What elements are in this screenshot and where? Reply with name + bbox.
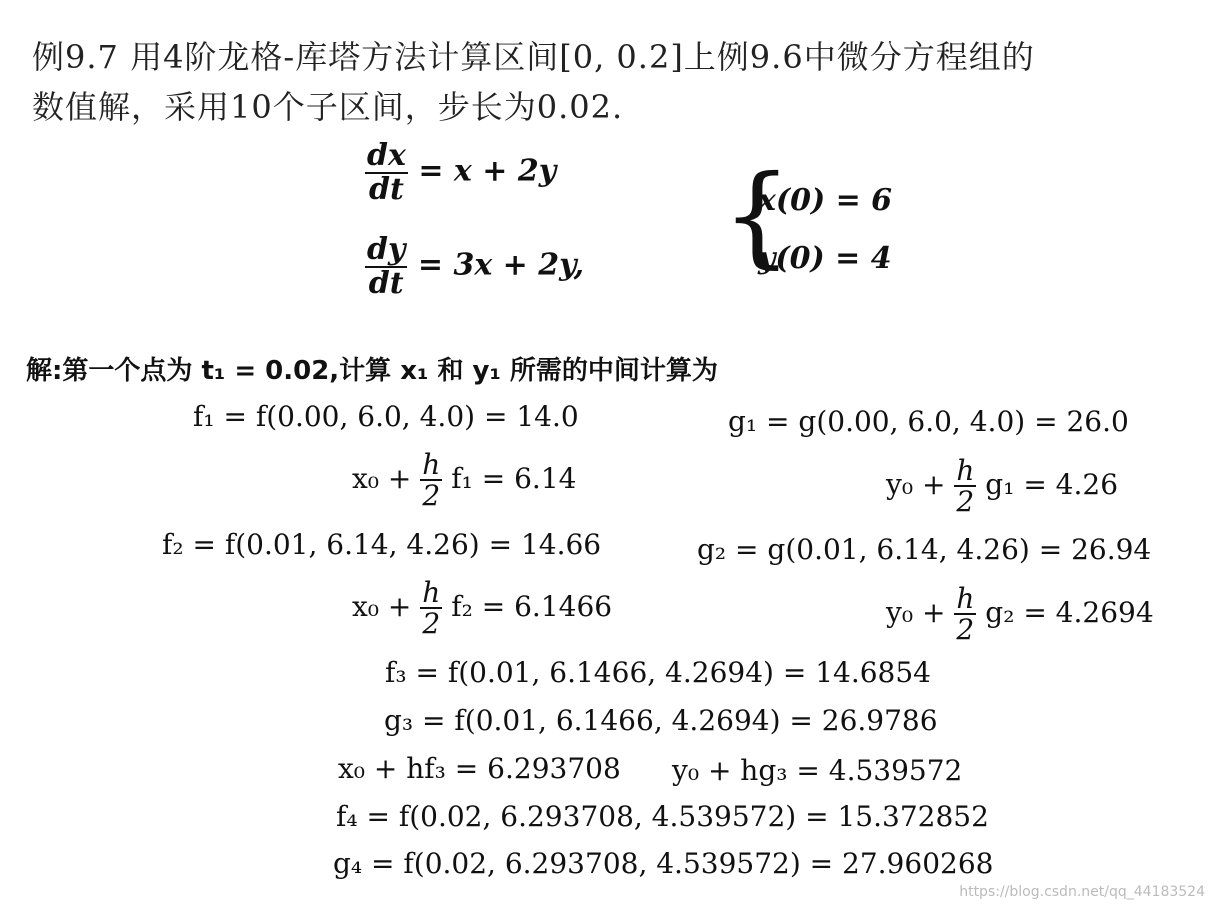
step-x-half-1: x₀ + $\frac{h}{2}$ f₁ = 6.14 [352,448,577,513]
step-y-full: y₀ + hg₃ = 4.539572 [672,754,963,787]
intro-line-2: 数值解，采用10个子区间，步长为0.02. [32,88,624,126]
intro-line-1: 例9.7 用4阶龙格-库塔方法计算区间[0, 0.2]上例9.6中微分方程组的 [32,38,1035,76]
step-f4: f₄ = f(0.02, 6.293708, 4.539572) = 15.372852 [336,800,989,833]
step-g3: g₃ = f(0.01, 6.1466, 4.2694) = 26.9786 [384,704,938,737]
step-g1: g₁ = g(0.00, 6.0, 4.0) = 26.0 [728,405,1129,438]
step-x-full: x₀ + hf₃ = 6.293708 [338,752,621,785]
step-x-half-2: x₀ + $\frac{h}{2}$ f₂ = 6.1466 [352,576,613,641]
step-y-half-1: y₀ + $\frac{h}{2}$ g₁ = 4.26 [886,454,1119,519]
step-f3: f₃ = f(0.01, 6.1466, 4.2694) = 14.6854 [385,656,931,689]
equation-dx: $\frac{dx}{dt}$ = x + 2y [367,138,557,207]
step-g4: g₄ = f(0.02, 6.293708, 4.539572) = 27.960268 [333,847,994,880]
watermark: https://blog.csdn.net/qq_44183524 [959,884,1205,900]
equation-dy: $\frac{dy}{dt}$ = 3x + 2y, [367,232,585,301]
step-f2: f₂ = f(0.01, 6.14, 4.26) = 14.66 [162,528,602,561]
initial-y: y(0) = 4 [758,241,892,276]
brace: { [722,151,792,279]
initial-x: x(0) = 6 [758,183,893,218]
step-y-half-2: y₀ + $\frac{h}{2}$ g₂ = 4.2694 [886,582,1154,647]
step-g2: g₂ = g(0.01, 6.14, 4.26) = 26.94 [697,533,1152,566]
step-f1: f₁ = f(0.00, 6.0, 4.0) = 14.0 [193,400,579,433]
solution-intro: 解:第一个点为 t₁ = 0.02,计算 x₁ 和 y₁ 所需的中间计算为 [26,356,718,386]
